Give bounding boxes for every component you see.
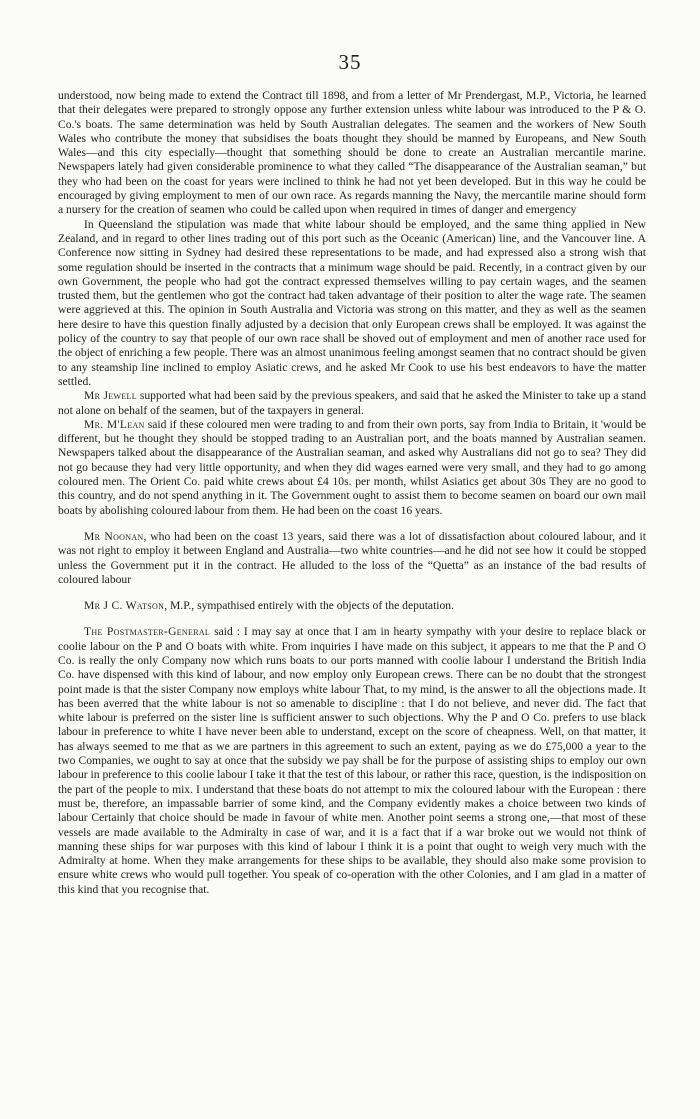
speaker-name: Mr Noonan [84, 529, 144, 543]
paragraph-text: understood, now being made to extend the Contract till 1898, and from a letter of Mr Prendergast, M.P., Victoria, he learned that their delegates were prepared to strongly oppose any further extension unless white labour was introduced to the P & O. Co.'s boats. The same determination was held by South Australian delegates. The seamen and the workers of New South Wales who contribute the money that subsidises the boats thought they should be manned by Europeans, and New South Wales—and this city especially—thought that something should be done to create an Australian mercantile marine. Newspapers lately had given considerable prominence to what they called “The disappearance of the Australian seaman,” but they who had been on the coast for years were inclined to think he had not yet been developed. But in this way he could be encouraged by giving employment to men of our own race. As regards manning the Navy, the mercantile marine should form a nursery for the creation of seamen who could be called upon when required in times of danger and emergency [58, 89, 646, 217]
speaker-name: Mr. M'Lean [84, 417, 145, 431]
paragraph [58, 89, 646, 218]
paragraph-text: , who had been on the coast 13 years, said there was a lot of dissatisfaction about coloured labour, and it was not right to employ it between England and Australia—two white countries—and he did not see how it could be stopped unless the Government put it in the contract. He alluded to the loss of the “Quetta” as an instance of the bad results of coloured labour [58, 529, 646, 586]
paragraph [58, 530, 646, 587]
speaker-name: Mr Jewell [84, 389, 137, 403]
speaker-name: The Postmaster-General [84, 625, 211, 639]
paragraph-text: said if these coloured men were trading to and from their own ports, say from India to Britain, it 'would be different, but he thought they should be stopped trading to an Australian port, and the boats manned by Australian seamen. Newspapers talked about the disappearance of the Australian seaman, and asked why Australians did not go to sea? They did not go because they had very little opportunity, and when they did wages earned were very small, and they had to go among coloured men. The Orient Co. paid white crews about £4 10s. per month, whilst Asiatics get about 30s They are no good to this country, and do not spend anything in it. The Government ought to assist them to become seamen on board our own mail boats by abolishing coloured labour from them. He had been on the coast 16 years. [58, 417, 646, 517]
paragraph-text: In Queensland the stipulation was made that white labour should be employed, and the same thing applied in New Zealand, and in regard to other lines trading out of this port such as the Oceanic (American) line, and the Vancouver line. A Conference now sitting in Sydney had desired these representations to be made, and had expressed also a strong wish that some regulation should be inserted in the contracts that a minimum wage should be paid. Recently, in a contract given by our own Government, the people who had got the contract expressed themselves willing to pay certain wages, and the seamen trusted them, but the gentlemen who got the contract had taken advantage of their position to alter the wage rate. The seamen were aggrieved at this. The opinion in South Australia and Victoria was strong on this matter, and they as well as the seamen here desire to have this question finally adjusted by a decision that only European crews shall be employed. It was against the policy of the country to say that people of our own race shall be shoved out of employment and men of another race used for the object of enriching a few people. There was an almost unanimous feeling amongst seamen that no contract should be given to any steamship line inclined to employ Asiatic crews, and he asked Mr Cook to use his best endeavors to have the matter settled. [58, 217, 646, 388]
paragraph [58, 418, 646, 518]
body-text [58, 89, 646, 897]
paragraph [58, 389, 646, 418]
paragraph [58, 599, 646, 613]
paragraph-text: , M.P., sympathised entirely with the objects of the deputation. [164, 599, 455, 613]
speaker-name: Mr J C. Watson [84, 599, 165, 613]
paragraph [58, 218, 646, 390]
page-number: 35 [338, 50, 362, 74]
paragraph-text: supported what had been said by the previous speakers, and said that he asked the Minister to take up a stand not alone on behalf of the seamen, but of the taxpayers in general. [58, 389, 646, 417]
paragraph [58, 625, 646, 897]
paragraph-text: said : I may say at once that I am in hearty sympathy with your desire to replace black or coolie labour on the P and O boats with white. From inquiries I have made on this subject, it appears to me that the P and O Co. is really the only Company now which runs boats to our ports manned with coolie labour I understand the British India Co. have dispensed with this kind of labour, and now employ only European crews. There can be no doubt that the strongest point made is that the sister Company now employs white labour That, to my mind, is the answer to all the objections made. It has been averred that the white labour is not so amenable to discipline : that I do not believe, and never did. The fact that white labour is preferred on the sister line is sufficient answer to such objections. Why the P and O Co. prefers to use black labour in preference to white I have never been able to understand, except on the score of cheapness. Well, on that matter, it has always seemed to me that as we are partners in this agreement to such an extent, paying as we do £75,000 a year to the two Companies, we ought to say at once that the subsidy we pay shall be for the purpose of assisting ships to employ our own labour in preference to this coolie labour I take it that the test of this labour, or rather this race, question, is the indisposition on the part of the people to mix. I understand that these boats do not attempt to mix the coloured labour with the European : there must be, therefore, an impassable barrier of some kind, and the Company evidently makes a choice between two kinds of labour Certainly that choice should be made in favour of white men. Another point seems a strong one,—that most of these vessels are made available to the Admiralty in case of war, and it is a fact that if a war broke out we would not think of manning these ships for war purposes with this kind of labour I think it is a point that ought to weigh very much with the Admiralty at home. When they make arrangements for these ships to be available, they should also make some provision to ensure white crews who would pull together. You speak of co-operation with the other Colonies, and I am glad in a matter of this kind that you recognise that. [58, 625, 646, 896]
